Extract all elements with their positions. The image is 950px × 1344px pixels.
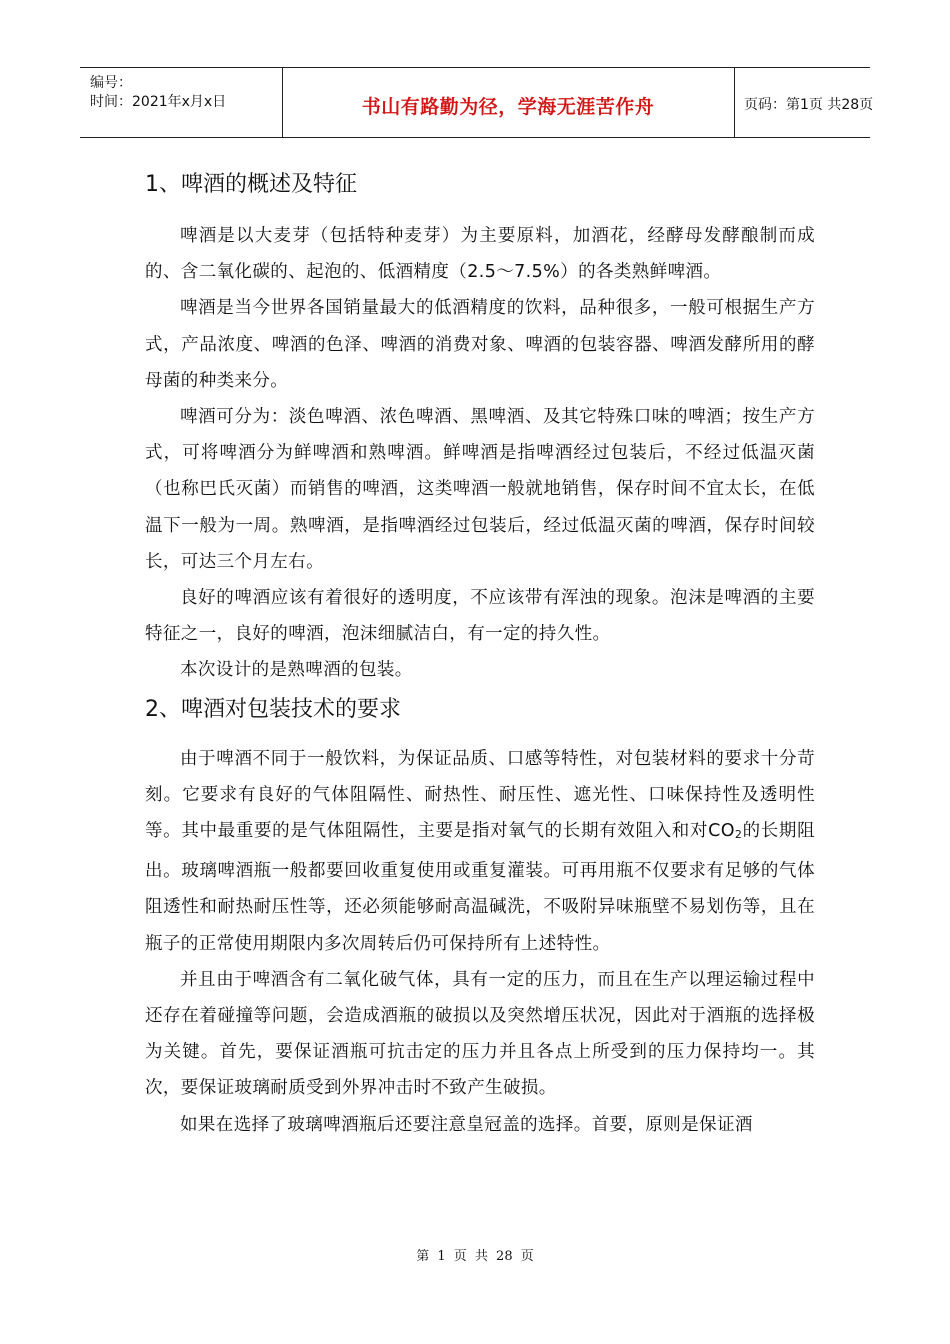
paragraph	[145, 741, 815, 962]
section-heading-2: 2、啤酒对包装技术的要求	[145, 696, 401, 722]
paragraph: 良好的啤酒应该有着很好的透明度，不应该带有浑浊的现象。泡沫是啤酒的主要特征之一，良好的啤酒，泡沫细腻洁白，有一定的持久性。	[145, 588, 815, 645]
document-number-label: 编号：	[90, 75, 132, 91]
paragraph: 本次设计的是熟啤酒的包装。	[180, 660, 413, 681]
section-heading-1: 1、啤酒的概述及特征	[145, 172, 357, 197]
header-motto-cell	[282, 68, 735, 137]
paragraph: 啤酒可分为：淡色啤酒、浓色啤酒、黑啤酒、及其它特殊口味的啤酒；按生产方式，可将啤酒分为鲜啤酒和熟啤酒。鲜啤酒是指啤酒经过包装后，不经过低温灭菌（也称巴氏灭菌）而销售的啤酒，这类啤酒一般就地销售，保存时间不宜太长，在低温下一般为一周。熟啤酒，是指啤酒经过包装后，经过低温灭菌的啤酒，保存时间较长，可达三个月左右。	[145, 407, 815, 572]
page-footer: 第 1 页 共 28 页	[416, 1249, 534, 1264]
page-header	[80, 67, 874, 138]
header-page-cell	[734, 68, 874, 137]
paragraph-text: 的长期阻出。玻璃啤酒瓶一般都要回收重复使用或重复灌装。可再用瓶不仅要求有足够的气体阻透性和耐热耐压性等，还必须能够耐高温碱洗，不吸附异味瓶壁不易划伤等，且在瓶子的正常使用期限内多次周转后仍可保持所有上述特性。	[145, 821, 815, 954]
paragraph: 如果在选择了玻璃啤酒瓶后还要注意皇冠盖的选择。首要，原则是保证酒	[180, 1114, 753, 1135]
paragraph: 啤酒是当今世界各国销量最大的低酒精度的饮料，品种很多，一般可根据生产方式，产品浓度、啤酒的色泽、啤酒的消费对象、啤酒的包装容器、啤酒发酵所用的酵母菌的种类来分。	[145, 298, 815, 391]
header-page-info: 页码：第1页 共28页	[744, 97, 874, 113]
header-motto: 书山有路勤为径，学海无涯苦作舟	[361, 96, 655, 118]
document-date: 时间：2021年x月x日	[90, 94, 227, 110]
document-body	[145, 170, 815, 1143]
co2-formula: $CO_2$	[708, 821, 743, 842]
paragraph-text: 由于啤酒不同于一般饮料，为保证品质、口感等特性，对包装材料的要求十分苛刻。它要求有良好的气体阻隔性、耐热性、耐压性、遮光性、口味保持性及透明性等。其中最重要的是气体阻隔性，主要是指对氧气的长期有效阻入和对	[145, 748, 815, 842]
header-meta-cell	[80, 68, 283, 137]
paragraph: 啤酒是以大麦芽（包括特种麦芽）为主要原料，加酒花，经酵母发酵酿制而成的、含二氧化碳的、起泡的、低酒精度（2.5～7.5%）的各类熟鲜啤酒。	[145, 226, 815, 283]
paragraph: 并且由于啤酒含有二氧化破气体，具有一定的压力，而且在生产以理运输过程中还存在着碰撞等问题，会造成酒瓶的破损以及突然增压状况，因此对于酒瓶的选择极为关键。首先，要保证酒瓶可抗击定的压力并且各点上所受到的压力保持均一。其次，要保证玻璃耐质受到外界冲击时不致产生破损。	[145, 969, 815, 1099]
